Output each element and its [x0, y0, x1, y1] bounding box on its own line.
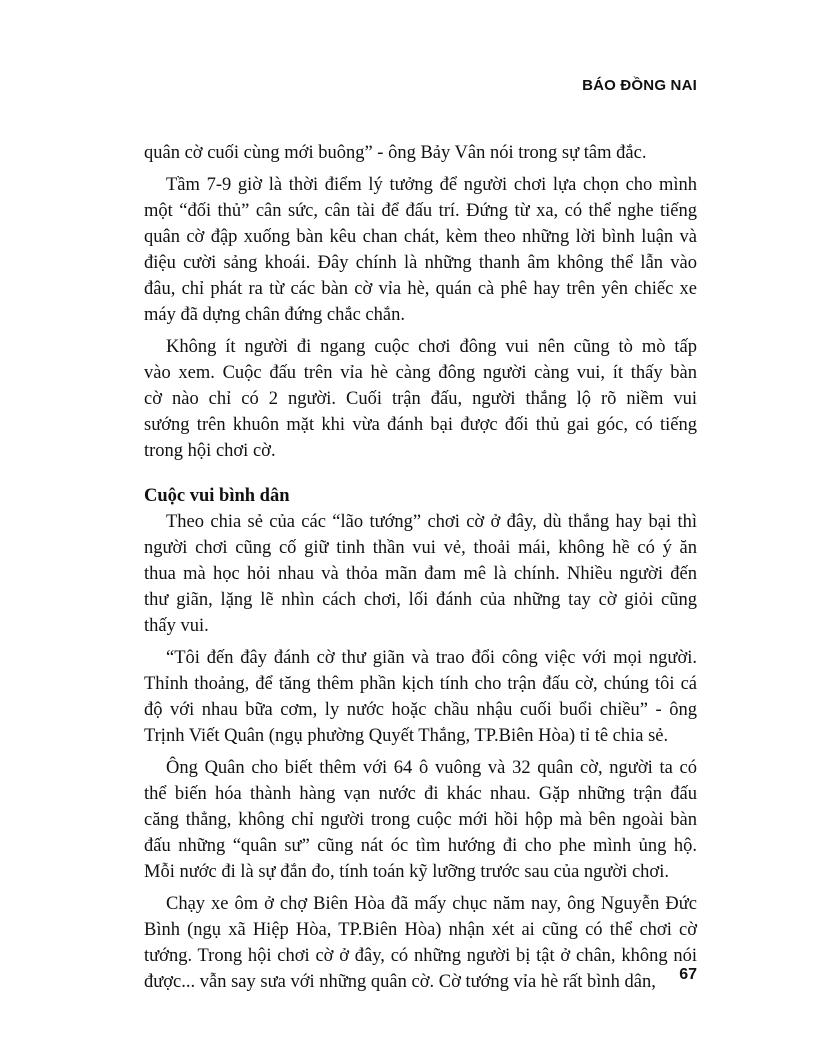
text-line: căng thẳng, không chỉ người trong cuộc mới hồi hộp mà bên ngoài bàn [144, 810, 697, 830]
text-line: máy đã dựng chân đứng chắc chắn. [144, 305, 405, 325]
text-line: thua mà học hỏi nhau và thỏa mãn đam mê là chính. Nhiều người đến [144, 564, 697, 584]
page-number: 67 [679, 966, 697, 983]
text-line: Ông Quân cho biết thêm với 64 ô vuông và 32 quân cờ, người ta có [166, 758, 697, 778]
paragraph [144, 334, 697, 464]
paragraph [144, 509, 697, 639]
text-line: Trịnh Viết Quân (ngụ phường Quyết Thắng, TP.Biên Hòa) tỉ tê chia sẻ. [144, 726, 669, 746]
text-line: trong hội chơi cờ. [144, 441, 276, 461]
text-line: Thỉnh thoảng, để tăng thêm phần kịch tính cho trận đấu cờ, chúng tôi cá [144, 674, 697, 694]
text-line: quân cờ cuối cùng mới buông” - ông Bảy Vân nói trong sự tâm đắc. [144, 143, 647, 163]
text-line: quân cờ đập xuống bàn kêu chan chát, kèm theo những lời bình luận và [144, 227, 697, 247]
text-line: sướng trên khuôn mặt khi vừa đánh bại được đối thủ gai góc, có tiếng [144, 415, 697, 435]
text-line: thư giãn, lặng lẽ nhìn cách chơi, lối đánh của những tay cờ giỏi cũng [144, 590, 697, 610]
text-line: Tầm 7-9 giờ là thời điểm lý tưởng để người chơi lựa chọn cho mình [166, 175, 697, 195]
text-line: vào xem. Cuộc đấu trên vỉa hè càng đông người càng vui, ít thấy bàn [144, 363, 697, 383]
body-text [144, 140, 697, 1001]
text-line: tướng. Trong hội chơi cờ ở đây, có những người bị tật ở chân, không nói [144, 946, 697, 966]
paragraph [144, 755, 697, 885]
text-line: Không ít người đi ngang cuộc chơi đông vui nên cũng tò mò tấp [166, 337, 697, 357]
text-line: Bình (ngụ xã Hiệp Hòa, TP.Biên Hòa) nhận xét ai cũng có thể chơi cờ [144, 920, 697, 940]
text-line: Mỗi nước đi là sự đắn đo, tính toán kỹ lưỡng trước sau của người chơi. [144, 862, 669, 882]
section-heading: Cuộc vui bình dân [144, 486, 290, 506]
paragraph [144, 891, 697, 995]
text-line: được... vẫn say sưa với những quân cờ. Cờ tướng vỉa hè rất bình dân, [144, 972, 656, 992]
text-line: người chơi cũng cố giữ tinh thần vui vẻ, thoải mái, không hề có ý ăn [144, 538, 697, 558]
paragraphs-before [144, 140, 697, 464]
paragraph [144, 172, 697, 328]
text-line: một “đối thủ” cân sức, cân tài để đấu trí. Đứng từ xa, có thể nghe tiếng [144, 201, 697, 221]
text-line: độ với nhau bữa cơm, ly nước hoặc chầu nhậu cuối buổi chiều” - ông [144, 700, 697, 720]
text-line: thấy vui. [144, 616, 209, 636]
text-line: Theo chia sẻ của các “lão tướng” chơi cờ ở đây, dù thắng hay bại thì [166, 512, 697, 532]
paragraph [144, 645, 697, 749]
text-line: cờ nào chỉ có 2 người. Cuối trận đấu, người thắng lộ rõ niềm vui [144, 389, 697, 409]
text-line: “Tôi đến đây đánh cờ thư giãn và trao đổi công việc với mọi người. [166, 648, 697, 668]
paragraphs-after [144, 509, 697, 995]
text-line: thể biến hóa thành hàng vạn nước đi khác nhau. Gặp những trận đấu [144, 784, 697, 804]
text-line: đấu những “quân sư” cũng nát óc tìm hướng đi cho phe mình ủng hộ. [144, 836, 697, 856]
text-line: Chạy xe ôm ở chợ Biên Hòa đã mấy chục năm nay, ông Nguyễn Đức [166, 894, 697, 914]
text-line: điệu cười sảng khoái. Đây chính là những thanh âm không thể lẫn vào [144, 253, 697, 273]
running-header: BÁO ĐỒNG NAI [582, 77, 697, 94]
text-line: đâu, chỉ phát ra từ các bàn cờ vỉa hè, quán cà phê hay trên yên chiếc xe [144, 279, 697, 299]
paragraph [144, 140, 697, 166]
